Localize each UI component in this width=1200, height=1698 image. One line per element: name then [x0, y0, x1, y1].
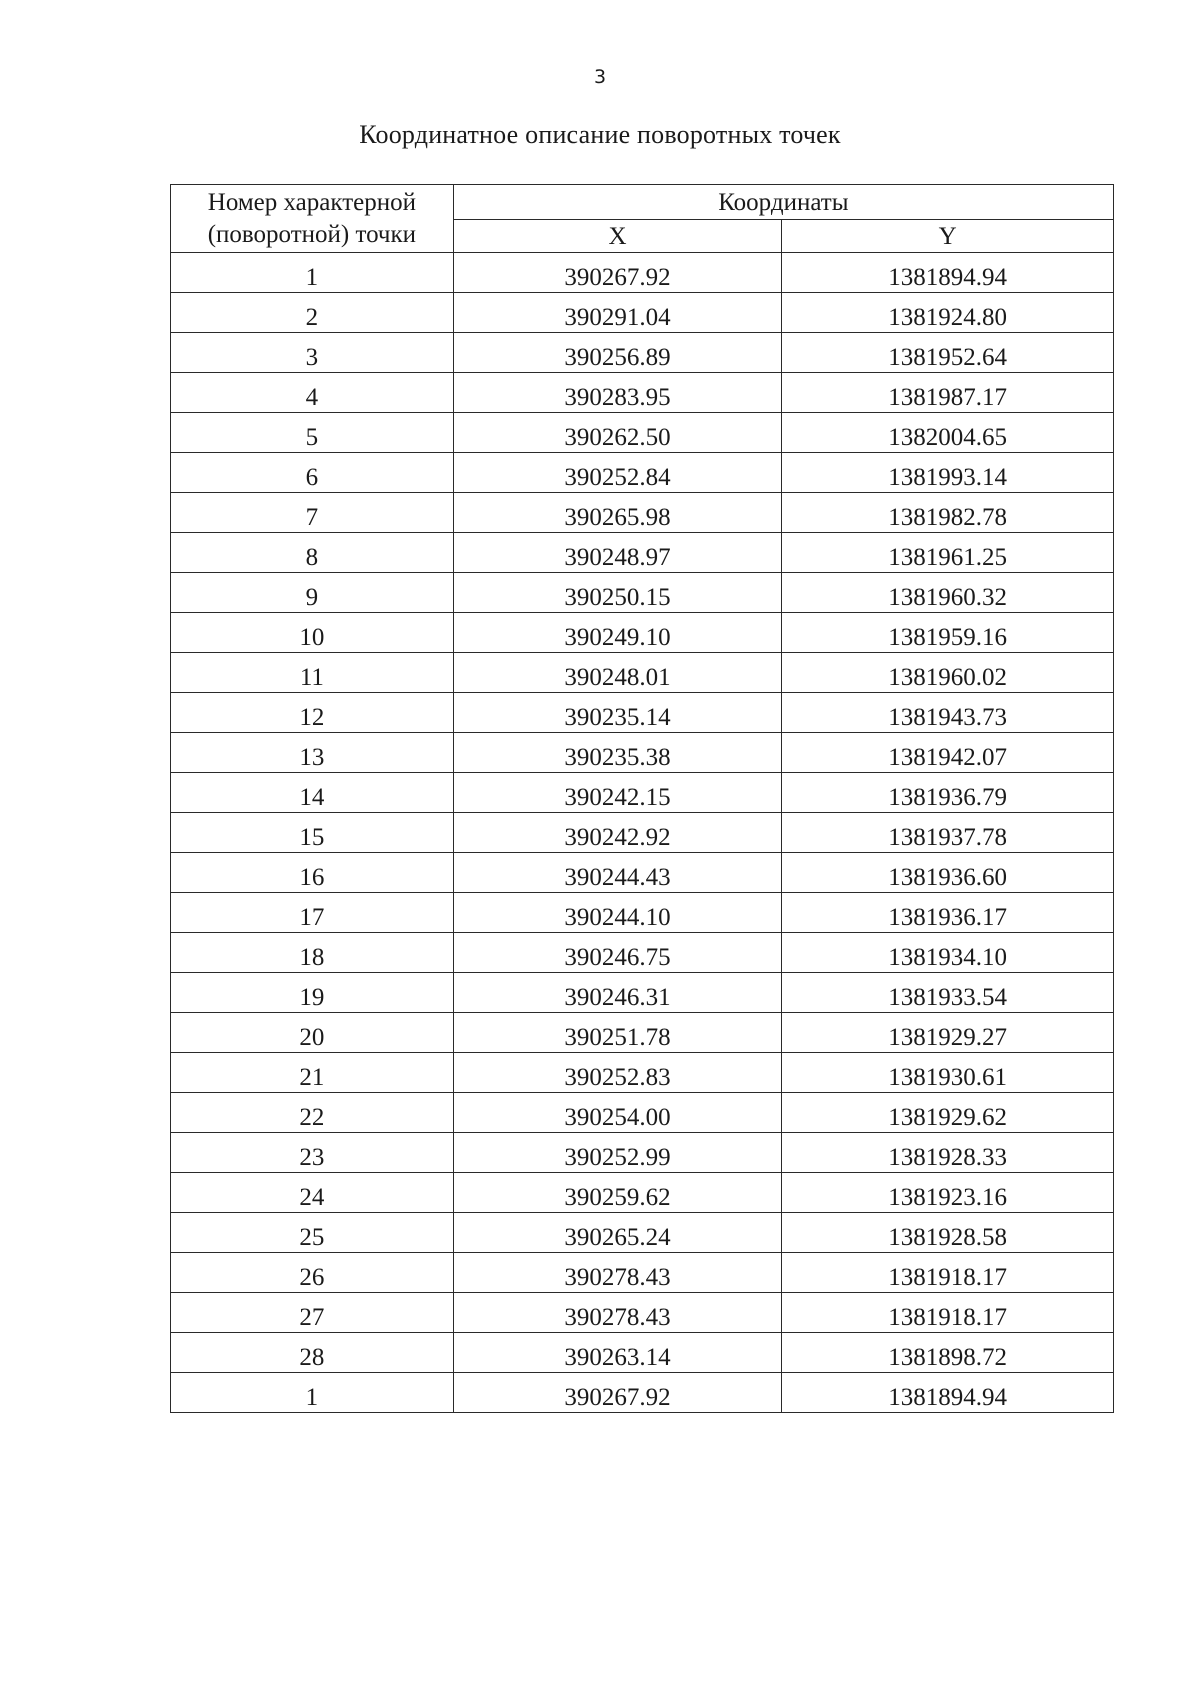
- table-row: [171, 373, 1114, 413]
- y-coordinate-cell: 1381898.72: [782, 1333, 1114, 1373]
- point-number-cell: 17: [171, 893, 454, 933]
- x-coordinate-cell: 390246.31: [453, 973, 782, 1013]
- table-row: [171, 453, 1114, 493]
- table-row: [171, 1013, 1114, 1053]
- table-row: [171, 1093, 1114, 1133]
- point-number-cell: 11: [171, 653, 454, 693]
- x-coordinate-cell: 390242.92: [453, 813, 782, 853]
- y-coordinate-cell: 1381960.32: [782, 573, 1114, 613]
- table-row: [171, 613, 1114, 653]
- point-number-cell: 6: [171, 453, 454, 493]
- point-number-cell: 12: [171, 693, 454, 733]
- point-number-cell: 15: [171, 813, 454, 853]
- x-coordinate-cell: 390278.43: [453, 1293, 782, 1333]
- table-row: [171, 1293, 1114, 1333]
- table-row: [171, 653, 1114, 693]
- x-coordinate-cell: 390235.14: [453, 693, 782, 733]
- x-coordinate-cell: 390249.10: [453, 613, 782, 653]
- y-coordinate-cell: 1381918.17: [782, 1293, 1114, 1333]
- y-coordinate-cell: 1381936.60: [782, 853, 1114, 893]
- point-number-cell: 1: [171, 253, 454, 293]
- point-number-cell: 5: [171, 413, 454, 453]
- point-number-cell: 20: [171, 1013, 454, 1053]
- document-title: Координатное описание поворотных точек: [359, 120, 841, 149]
- x-coordinate-cell: 390252.99: [453, 1133, 782, 1173]
- table-row: [171, 853, 1114, 893]
- header-y: Y: [782, 220, 1114, 253]
- x-coordinate-cell: 390242.15: [453, 773, 782, 813]
- table-row: [171, 933, 1114, 973]
- y-coordinate-cell: 1382004.65: [782, 413, 1114, 453]
- table-row: [171, 1213, 1114, 1253]
- x-coordinate-cell: 390291.04: [453, 293, 782, 333]
- x-coordinate-cell: 390254.00: [453, 1093, 782, 1133]
- x-coordinate-cell: 390265.98: [453, 493, 782, 533]
- table-row: [171, 893, 1114, 933]
- table-row: [171, 413, 1114, 453]
- y-coordinate-cell: 1381952.64: [782, 333, 1114, 373]
- y-coordinate-cell: 1381928.58: [782, 1213, 1114, 1253]
- y-coordinate-cell: 1381936.17: [782, 893, 1114, 933]
- y-coordinate-cell: 1381961.25: [782, 533, 1114, 573]
- y-coordinate-cell: 1381894.94: [782, 1373, 1114, 1413]
- header-coordinates: Координаты: [453, 185, 1113, 220]
- x-coordinate-cell: 390263.14: [453, 1333, 782, 1373]
- coordinates-table: [170, 184, 1114, 1413]
- point-number-cell: 10: [171, 613, 454, 653]
- y-coordinate-cell: 1381929.27: [782, 1013, 1114, 1053]
- header-point-number: [171, 185, 454, 253]
- y-coordinate-cell: 1381960.02: [782, 653, 1114, 693]
- x-coordinate-cell: 390283.95: [453, 373, 782, 413]
- y-coordinate-cell: 1381934.10: [782, 933, 1114, 973]
- y-coordinate-cell: 1381936.79: [782, 773, 1114, 813]
- y-coordinate-cell: 1381928.33: [782, 1133, 1114, 1173]
- header-point-number-line1: Номер характерной: [207, 188, 416, 216]
- point-number-cell: 26: [171, 1253, 454, 1293]
- point-number-cell: 22: [171, 1093, 454, 1133]
- y-coordinate-cell: 1381993.14: [782, 453, 1114, 493]
- table-row: [171, 253, 1114, 293]
- table-row: [171, 573, 1114, 613]
- x-coordinate-cell: 390244.10: [453, 893, 782, 933]
- point-number-cell: 24: [171, 1173, 454, 1213]
- table-row: [171, 293, 1114, 333]
- y-coordinate-cell: 1381918.17: [782, 1253, 1114, 1293]
- y-coordinate-cell: 1381943.73: [782, 693, 1114, 733]
- point-number-cell: 18: [171, 933, 454, 973]
- y-coordinate-cell: 1381942.07: [782, 733, 1114, 773]
- page-number: 3: [593, 66, 607, 88]
- point-number-cell: 21: [171, 1053, 454, 1093]
- point-number-cell: 25: [171, 1213, 454, 1253]
- table-row: [171, 1173, 1114, 1213]
- table-row: [171, 493, 1114, 533]
- x-coordinate-cell: 390265.24: [453, 1213, 782, 1253]
- table-row: [171, 1373, 1114, 1413]
- point-number-cell: 13: [171, 733, 454, 773]
- x-coordinate-cell: 390267.92: [453, 1373, 782, 1413]
- y-coordinate-cell: 1381982.78: [782, 493, 1114, 533]
- x-coordinate-cell: 390252.84: [453, 453, 782, 493]
- point-number-cell: 4: [171, 373, 454, 413]
- y-coordinate-cell: 1381933.54: [782, 973, 1114, 1013]
- point-number-cell: 14: [171, 773, 454, 813]
- table-row: [171, 1333, 1114, 1373]
- table-row: [171, 973, 1114, 1013]
- table-row: [171, 733, 1114, 773]
- table-row: [171, 773, 1114, 813]
- y-coordinate-cell: 1381929.62: [782, 1093, 1114, 1133]
- x-coordinate-cell: 390250.15: [453, 573, 782, 613]
- header-x: X: [453, 220, 782, 253]
- y-coordinate-cell: 1381923.16: [782, 1173, 1114, 1213]
- table-row: [171, 1133, 1114, 1173]
- point-number-cell: 27: [171, 1293, 454, 1333]
- y-coordinate-cell: 1381930.61: [782, 1053, 1114, 1093]
- x-coordinate-cell: 390262.50: [453, 413, 782, 453]
- table-body: [171, 253, 1114, 1413]
- table-row: [171, 333, 1114, 373]
- table-row: [171, 533, 1114, 573]
- point-number-cell: 19: [171, 973, 454, 1013]
- table-header-row: [171, 185, 1114, 220]
- x-coordinate-cell: 390248.97: [453, 533, 782, 573]
- x-coordinate-cell: 390248.01: [453, 653, 782, 693]
- point-number-cell: 28: [171, 1333, 454, 1373]
- x-coordinate-cell: 390278.43: [453, 1253, 782, 1293]
- x-coordinate-cell: 390251.78: [453, 1013, 782, 1053]
- point-number-cell: 8: [171, 533, 454, 573]
- header-point-number-line2: (поворотной) точки: [207, 220, 417, 248]
- point-number-cell: 2: [171, 293, 454, 333]
- y-coordinate-cell: 1381894.94: [782, 253, 1114, 293]
- x-coordinate-cell: 390244.43: [453, 853, 782, 893]
- table-row: [171, 1253, 1114, 1293]
- point-number-cell: 1: [171, 1373, 454, 1413]
- point-number-cell: 9: [171, 573, 454, 613]
- x-coordinate-cell: 390252.83: [453, 1053, 782, 1093]
- y-coordinate-cell: 1381987.17: [782, 373, 1114, 413]
- x-coordinate-cell: 390259.62: [453, 1173, 782, 1213]
- point-number-cell: 16: [171, 853, 454, 893]
- point-number-cell: 7: [171, 493, 454, 533]
- y-coordinate-cell: 1381959.16: [782, 613, 1114, 653]
- table-row: [171, 813, 1114, 853]
- point-number-cell: 23: [171, 1133, 454, 1173]
- x-coordinate-cell: 390256.89: [453, 333, 782, 373]
- y-coordinate-cell: 1381924.80: [782, 293, 1114, 333]
- point-number-cell: 3: [171, 333, 454, 373]
- x-coordinate-cell: 390235.38: [453, 733, 782, 773]
- x-coordinate-cell: 390267.92: [453, 253, 782, 293]
- x-coordinate-cell: 390246.75: [453, 933, 782, 973]
- table-row: [171, 693, 1114, 733]
- table-row: [171, 1053, 1114, 1093]
- y-coordinate-cell: 1381937.78: [782, 813, 1114, 853]
